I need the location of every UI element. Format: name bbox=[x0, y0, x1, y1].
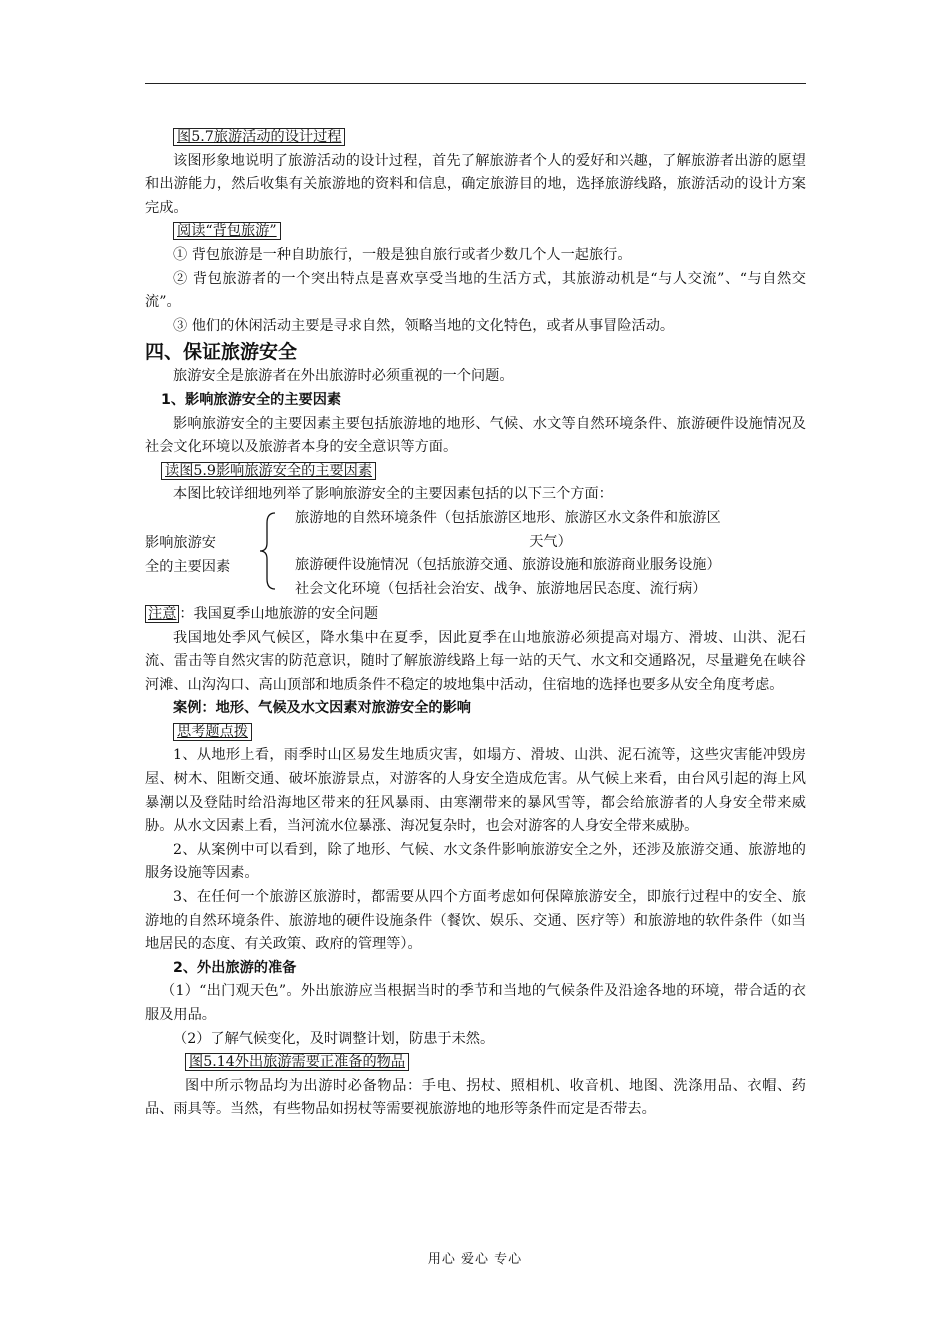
reading-item-2: ② 背包旅游者的一个突出特点是喜欢享受当地的生活方式，其旅游动机是“与人交流”、“与自然交流”。 bbox=[145, 270, 806, 311]
answer-2: 2、从案例中可以看到，除了地形、气候、水文条件影响旅游安全之外，还涉及旅游交通、旅游地的服务设施等因素。 bbox=[145, 841, 806, 882]
factor-label bbox=[145, 532, 255, 579]
section1-heading: 1、影响旅游安全的主要因素 bbox=[161, 391, 342, 408]
case-title: 案例：地形、气候及水文因素对旅游安全的影响 bbox=[173, 700, 471, 717]
prep-item-1: （1）“出门观天色”。外出旅游应当根据当时的季节和当地的气候条件及沿途各地的环境，带合适的衣服及用品。 bbox=[145, 983, 806, 1023]
fig59-caption: 读图5.9影响旅游安全的主要因素 bbox=[161, 462, 376, 480]
page-footer: 用心 爱心 专心 bbox=[427, 1252, 523, 1267]
reading-item-1: ① 背包旅游是一种自助旅行，一般是独自旅行或者少数几个人一起旅行。 bbox=[173, 246, 632, 263]
fig514-caption: 图5.14外出旅游需要正准备的物品 bbox=[185, 1053, 409, 1071]
factor-item-natural-cont: 天气） bbox=[529, 533, 572, 550]
prep-item-2: （2）了解气候变化，及时调整计划，防患于未然。 bbox=[173, 1030, 495, 1047]
factor-label-line-1: 影响旅游安 bbox=[145, 534, 216, 551]
note-label: 注意 bbox=[145, 605, 179, 623]
chapter-title: 四、保证旅游安全 bbox=[145, 341, 298, 364]
fig57-caption-line bbox=[145, 126, 806, 150]
fig59-caption-line bbox=[145, 460, 806, 484]
answer-3: 3、在任何一个旅游区旅游时，都需要从四个方面考虑如何保障旅游安全，即旅行过程中的安全、旅游地的自然环境条件、旅游地的硬件设施条件（餐饮、娱乐、交通、医疗等）和旅游地的软件条件（如当地居民的态度、有关政策、政府的管理等）。 bbox=[145, 889, 806, 953]
factor-item-social: 社会文化环境（包括社会治安、战争、旅游地居民态度、流行病） bbox=[295, 580, 707, 597]
note-line bbox=[145, 603, 806, 627]
think-caption: 思考题点拨 bbox=[173, 723, 252, 741]
chapter-intro: 旅游安全是旅游者在外出旅游时必须重视的一个问题。 bbox=[173, 368, 514, 385]
fig57-body: 该图形象地说明了旅游活动的设计过程，首先了解旅游者个人的爱好和兴趣，了解旅游者出游的愿望和出游能力，然后收集有关旅游地的资料和信息，确定旅游目的地，选择旅游线路，旅游活动的设计方案完成。 bbox=[145, 152, 806, 216]
fig514-caption-line bbox=[145, 1051, 806, 1075]
note-title: ：我国夏季山地旅游的安全问题 bbox=[179, 605, 379, 622]
header-rule bbox=[145, 83, 806, 84]
factor-item-natural: 旅游地的自然环境条件（包括旅游区地形、旅游区水文条件和旅游区 bbox=[295, 509, 721, 526]
factor-label-line-2: 全的主要因素 bbox=[145, 558, 231, 575]
factor-diagram bbox=[145, 507, 806, 603]
fig57-caption: 图5.7旅游活动的设计过程 bbox=[173, 128, 345, 146]
factor-item-hardware: 旅游硬件设施情况（包括旅游交通、旅游设施和旅游商业服务设施） bbox=[295, 557, 721, 574]
section1-body: 影响旅游安全的主要因素主要包括旅游地的地形、气候、水文等自然环境条件、旅游硬件设施情况及社会文化环境以及旅游者本身的安全意识等方面。 bbox=[145, 415, 806, 456]
fig514-body: 图中所示物品均为出游时必备物品：手电、拐杖、照相机、收音机、地图、洗涤用品、衣帽、药品、雨具等。当然，有些物品如拐杖等需要视旅游地的地形等条件而定是否带去。 bbox=[145, 1077, 806, 1118]
fig59-intro: 本图比较详细地列举了影响旅游安全的主要因素包括的以下三个方面： bbox=[173, 486, 613, 503]
factor-items bbox=[295, 507, 806, 601]
document-body bbox=[145, 126, 806, 1122]
left-brace-icon bbox=[257, 511, 277, 591]
think-caption-line bbox=[145, 721, 806, 745]
note-body: 我国地处季风气候区，降水集中在夏季，因此夏季在山地旅游必须提高对塌方、滑坡、山洪、泥石流、雷击等自然灾害的防范意识，随时了解旅游线路上每一站的天气、水文和交通路况，尽量避免在峡谷河滩、山沟沟口、高山顶部和地质条件不稳定的坡地集中活动，住宿地的选择也要多从安全角度考虑。 bbox=[145, 629, 806, 693]
answer-1: 1、从地形上看，雨季时山区易发生地质灾害，如塌方、滑坡、山洪、泥石流等，这些灾害能冲毁房屋、树木、阻断交通、破坏旅游景点，对游客的人身安全造成危害。从气候上来看，由台风引起的海上风暴潮以及登陆时给沿海地区带来的狂风暴雨、由寒潮带来的暴风雪等，都会给旅游者的人身安全带来威胁。从水文因素上看，当河流水位暴涨、海况复杂时，也会对游客的人身安全带来威胁。 bbox=[145, 747, 806, 835]
section2-heading: 2、外出旅游的准备 bbox=[173, 959, 297, 976]
reading-caption-line bbox=[145, 220, 806, 244]
reading-caption: 阅读“背包旅游” bbox=[173, 222, 281, 240]
reading-item-3: ③ 他们的休闲活动主要是寻求自然，领略当地的文化特色，或者从事冒险活动。 bbox=[173, 317, 675, 334]
